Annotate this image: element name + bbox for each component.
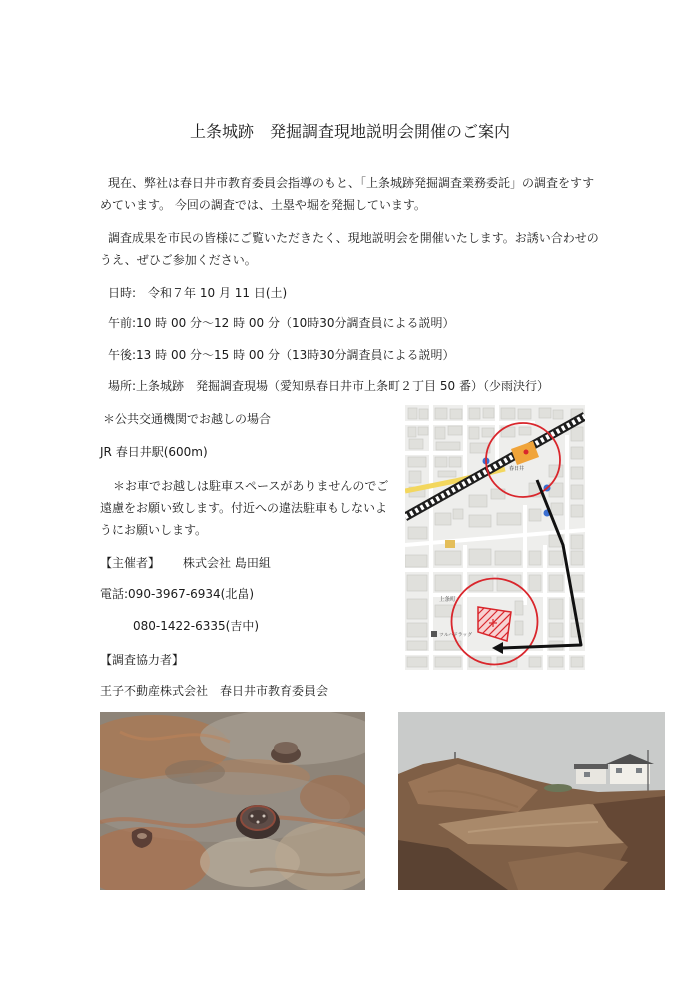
morning-session: 午前:10 時 00 分～12 時 00 分（10時30分調査員による説明）	[108, 316, 455, 330]
store-label: ツルハドラッグ	[439, 633, 473, 638]
public-transport-note: ＊公共交通機関でお越しの場合	[103, 412, 272, 426]
station-label: 春日井	[509, 466, 525, 472]
excavation-photo-site	[398, 712, 665, 890]
organizer-label: 【主催者】	[100, 556, 161, 570]
artifact-fragment	[271, 742, 301, 763]
afternoon-session: 午後:13 時 00 分～15 時 00 分（13時30分調査員による説明）	[108, 348, 455, 362]
event-venue: 場所:上条城跡 発掘調査現場（愛知県春日井市上条町２丁目 50 番）（少雨決行）	[108, 379, 549, 393]
pottery-object	[236, 805, 280, 839]
intro-line-2: めています。 今回の調査では、土塁や堀を発掘しています。	[100, 198, 426, 212]
car-notice-line-1: ＊お車でお越しは駐車スペースがありませんのでご	[113, 479, 389, 493]
station-pin-icon	[524, 450, 529, 455]
map-landmark-block	[445, 540, 455, 548]
intro-line-1: 現在、弊社は春日井市教育委員会指導のもと、「上条城跡発掘調査業務委託」の調査をすす	[108, 176, 595, 190]
organizer-name: 株式会社 島田組	[183, 556, 271, 570]
cooperators-names: 王子不動産株式会社 春日井市教育委員会	[100, 684, 329, 698]
document-title: 上条城跡 発掘調査現地説明会開催のご案内	[189, 122, 510, 141]
phone-main: 電話:090-3967-6934(北畠)	[100, 587, 255, 601]
access-map	[405, 405, 585, 670]
cooperators-label: 【調査協力者】	[100, 653, 185, 667]
event-date: 日時: 令和７年 10 月 11 日(土)	[108, 286, 288, 300]
car-notice-line-3: うにお願いします。	[100, 523, 208, 537]
nearest-station: JR 春日井駅(600m)	[100, 445, 208, 459]
invitation-line-2: うえ、ぜひご参加ください。	[100, 253, 257, 267]
invitation-line-1: 調査成果を市民の皆様にご覧いただきたく、現地説明会を開催いたします。お誘い合わせの	[108, 231, 599, 245]
phone-sub: 080-1422-6335(吉中)	[133, 619, 260, 633]
town-label: 上条町	[439, 597, 456, 603]
car-notice-line-2: 遠慮をお願い致します。付近への違法駐車もしないよ	[100, 501, 388, 515]
store-icon	[431, 631, 437, 637]
excavation-photo-artifacts	[100, 712, 365, 890]
